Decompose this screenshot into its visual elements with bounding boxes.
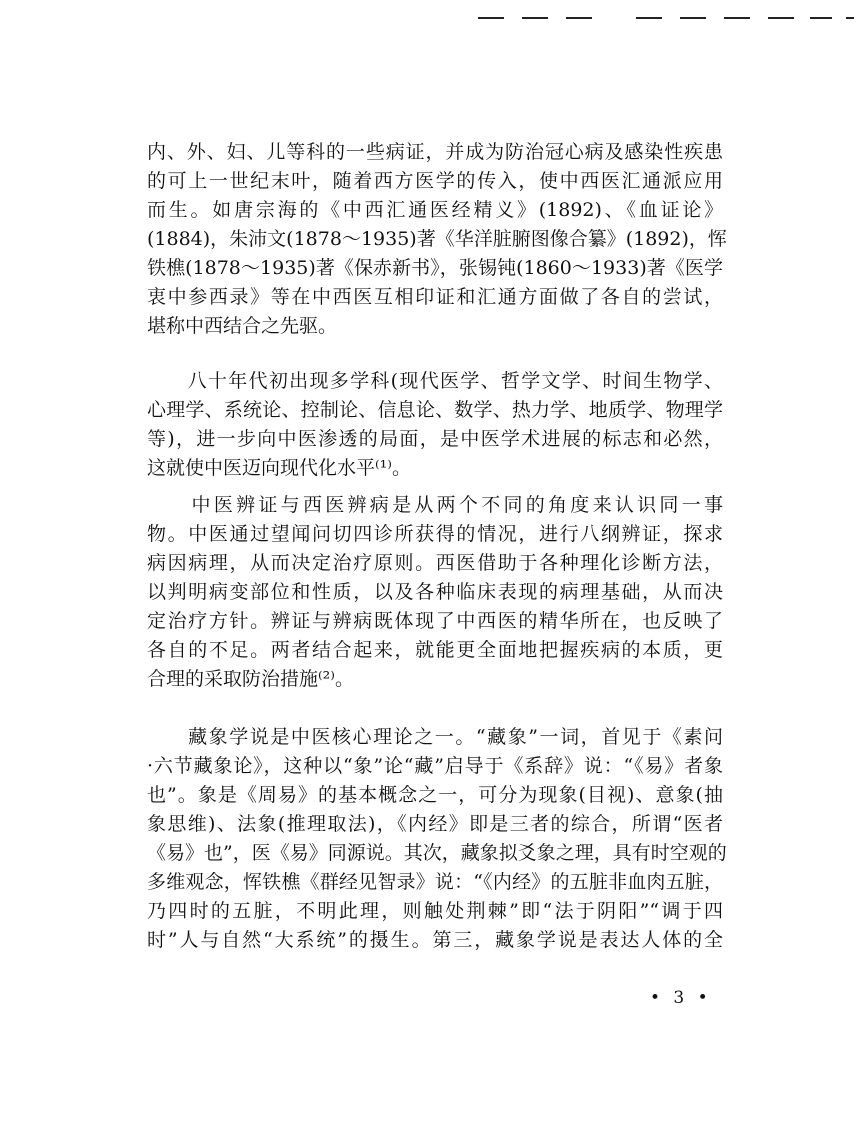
text-line: 病因病理，从而决定治疗原则。西医借助于各种理化诊断方法，	[147, 552, 723, 574]
header-dash	[566, 17, 592, 19]
text-line: 等)，进一步向中医渗透的局面，是中医学术进展的标志和必然，	[147, 428, 723, 450]
header-dash	[846, 17, 854, 19]
text-line: 堪称中西结合之先驱。	[147, 315, 338, 337]
text-line: 多维观念，恽铁樵《群经见智录》说：“《内经》的五脏非血肉五脏，	[147, 871, 723, 893]
text-line: 各自的不足。两者结合起来，就能更全面地把握疾病的本质，更	[147, 639, 723, 661]
header-dash	[478, 17, 504, 19]
text-line: 衷中参西录》等在中西医互相印证和汇通方面做了各自的尝试，	[147, 286, 723, 308]
text-line: 内、外、妇、儿等科的一些病证，并成为防治冠心病及感染性疾患	[147, 141, 723, 163]
text-line: (1884)，朱沛文(1878～1935)著《华洋脏腑图像合纂》(1892)，恽	[147, 228, 727, 250]
text-line: 乃四时的五脏，不明此理，则触处荆棘”即“法于阴阳”“调于四	[147, 900, 723, 922]
text-line: 而生。如唐宗海的《中西汇通医经精义》(1892)、《血证论》	[147, 199, 723, 221]
header-dash	[810, 17, 832, 19]
text-line: 也”。象是《周易》的基本概念之一，可分为现象(目视)、意象(抽	[147, 784, 723, 806]
text-line: 藏象学说是中医核心理论之一。“藏象”一词，首见于《素问	[147, 726, 723, 748]
text-line: 定治疗方针。辨证与辨病既体现了中西医的精华所在，也反映了	[147, 610, 723, 632]
text-line: 物。中医通过望闻问切四诊所获得的情况，进行八纲辨证，探求	[147, 523, 723, 545]
text-line: 《易》也”，医《易》同源说。其次，藏象拟爻象之理，具有时空观的	[147, 842, 727, 864]
paragraph	[147, 367, 723, 483]
text-line: 这就使中医迈向现代化水平⁽¹⁾。	[147, 457, 411, 479]
text-line: 象思维)、法象(推理取法)，《内经》即是三者的综合，所谓“医者	[147, 813, 723, 835]
paragraph	[147, 491, 723, 694]
text-line: 的可上一世纪末叶，随着西方医学的传入，使中西医汇通派应用	[147, 170, 723, 192]
text-line: 合理的采取防治措施⁽²⁾。	[147, 668, 354, 690]
text-line: 以判明病变部位和性质，以及各种临床表现的病理基础，从而决	[147, 581, 723, 603]
text-line: 中医辨证与西医辨病是从两个不同的角度来认识同一事	[147, 494, 723, 516]
paragraph	[147, 723, 727, 955]
header-dash	[522, 17, 548, 19]
text-line: 时”人与自然“大系统”的摄生。第三，藏象学说是表达人体的全	[147, 929, 723, 951]
header-dash	[680, 17, 706, 19]
text-line: ·六节藏象论》，这种以“象”论“藏”启导于《系辞》说：“《易》者象	[147, 755, 723, 777]
page-number: • 3 •	[650, 988, 712, 1008]
header-dash	[724, 17, 750, 19]
text-line: 心理学、系统论、控制论、信息论、数学、热力学、地质学、物理学	[147, 399, 723, 421]
text-line: 铁樵(1878～1935)著《保赤新书》，张锡钝(1860～1933)著《医学	[147, 257, 723, 279]
header-dash	[768, 17, 794, 19]
header-dash	[636, 17, 662, 19]
text-line: 八十年代初出现多学科(现代医学、哲学文学、时间生物学、	[147, 370, 723, 392]
paragraph	[147, 138, 727, 341]
